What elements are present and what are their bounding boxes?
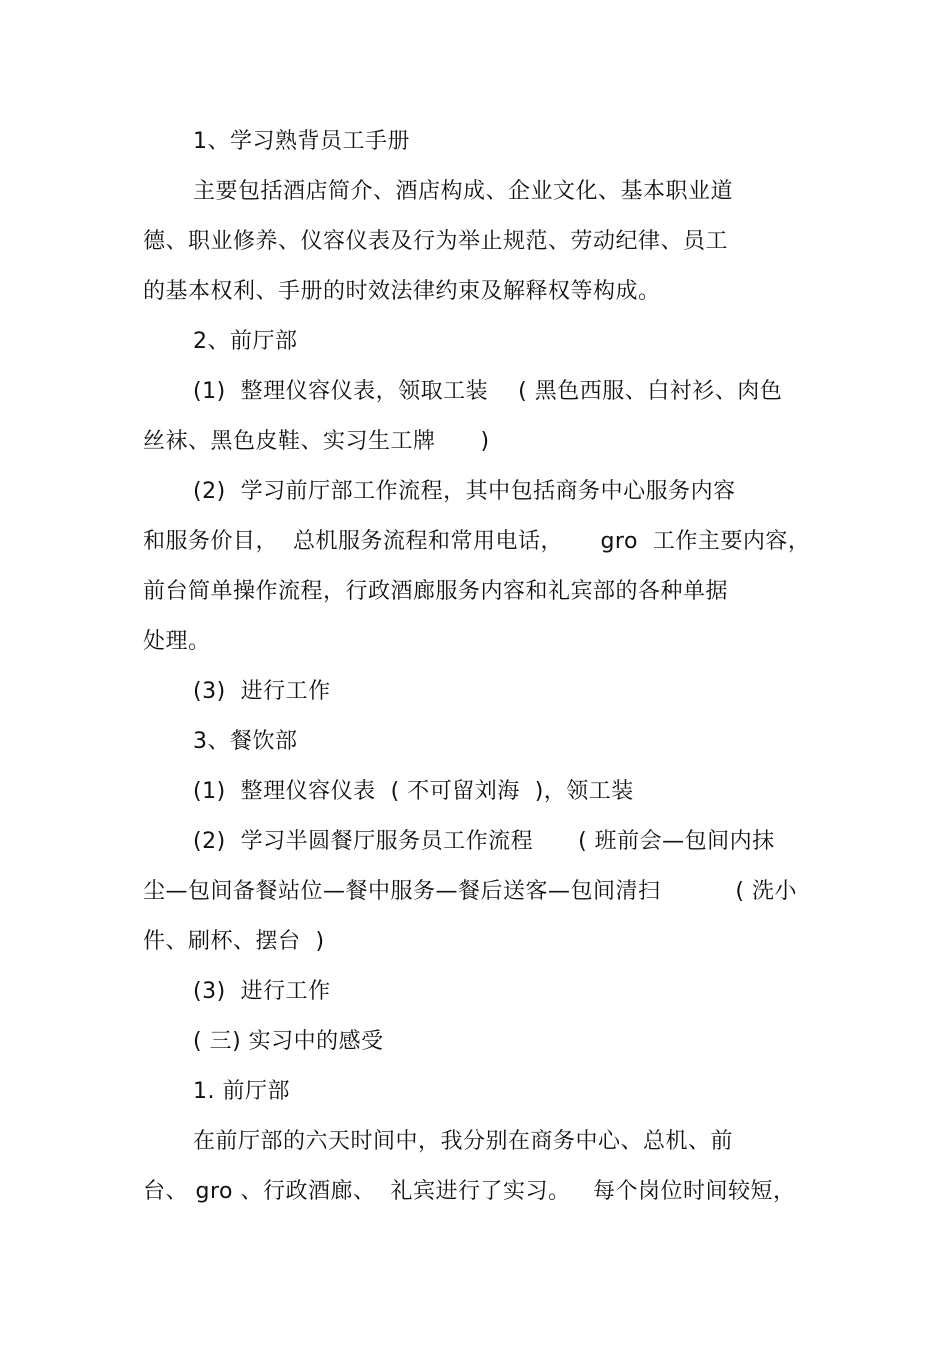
- heading-item-1: 1、学习熟背员工手册: [193, 129, 410, 154]
- paragraph-line: (2) 学习前厅部工作流程，其中包括商务中心服务内容: [193, 479, 736, 504]
- paragraph-line: 德、职业修养、仪容仪表及行为举止规范、劳动纪律、员工: [143, 229, 729, 254]
- paragraph-line: 和服务价目， 总机服务流程和常用电话， gro 工作主要内容，: [143, 529, 811, 554]
- paragraph-line: 在前厅部的六天时间中，我分别在商务中心、总机、前: [193, 1129, 734, 1154]
- paragraph-line: 处理。: [143, 629, 211, 654]
- paragraph-line: (1) 整理仪容仪表 ( 不可留刘海 )，领工装: [193, 779, 634, 804]
- paragraph-line: 台、 gro 、行政酒廊、 礼宾进行了实习。 每个岗位时间较短，: [143, 1179, 796, 1204]
- paragraph-line: (3) 进行工作: [193, 679, 331, 704]
- paragraph-line: 尘—包间备餐站位—餐中服务—餐后送客—包间清扫 ( 洗小: [143, 879, 798, 904]
- paragraph-line: (1) 整理仪容仪表，领取工装 ( 黑色西服、白衬衫、肉色: [193, 379, 783, 404]
- heading-item-2: 2、前厅部: [193, 329, 298, 354]
- paragraph-line: (2) 学习半圆餐厅服务员工作流程 ( 班前会—包间内抹: [193, 829, 775, 854]
- subsection-heading: 1. 前厅部: [193, 1079, 290, 1104]
- paragraph-line: 前台简单操作流程，行政酒廊服务内容和礼宾部的各种单据: [143, 579, 729, 604]
- section-heading: ( 三) 实习中的感受: [193, 1029, 384, 1054]
- paragraph-line: 主要包括酒店简介、酒店构成、企业文化、基本职业道: [193, 179, 734, 204]
- paragraph-line: 件、刷杯、摆台 ): [143, 929, 325, 954]
- paragraph-line: (3) 进行工作: [193, 979, 331, 1004]
- paragraph-line: 的基本权利、手册的时效法律约束及解释权等构成。: [143, 279, 661, 304]
- heading-item-3: 3、餐饮部: [193, 729, 298, 754]
- paragraph-line: 丝袜、黑色皮鞋、实习生工牌 ): [143, 429, 490, 454]
